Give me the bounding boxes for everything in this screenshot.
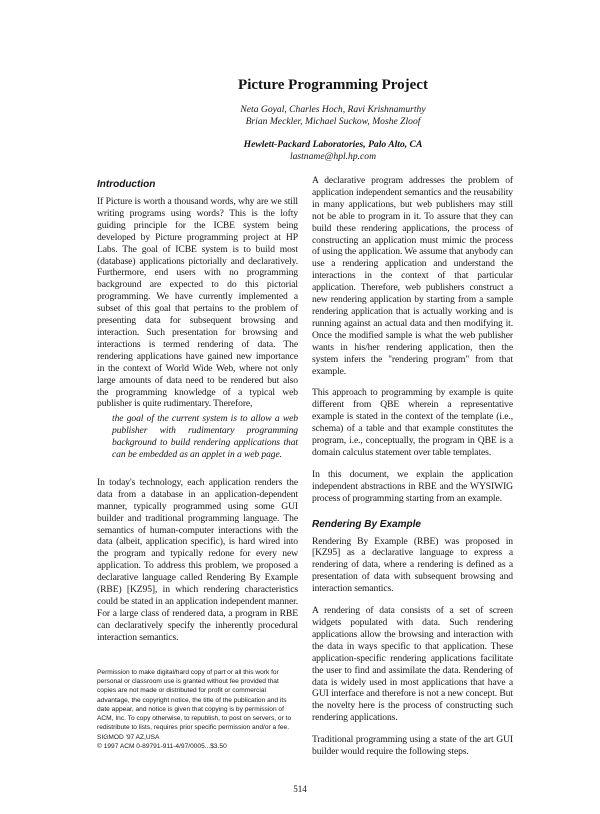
email: lastname@hpl.hp.com: [289, 151, 377, 162]
right-paragraph-5: A rendering of data consists of a set of screen widgets populated with data. Such rendering applications allow the browsing and interaction with the data in ways specific to that application. These application-specific rendering applications facilitate the user to find and assimilate the data. Rendering of data is widely used in most applications that have a GUI interface and therefore is not a new concept. But the novelty here is the process of constructing such rendering applications.: [312, 605, 513, 724]
permission-text: Permission to make digital/hard copy of part or all this work for personal or classroom use is granted without fee provided that copies are not made or distributed for profit or commercial advantage, the copyright notice, the title of the publication and its date appear, and notice is given that copying is by permission of ACM, Inc. To copy otherwise, to republish, to post on servers, or to redistribute to lists, requires prior specific permission and/or a fee.: [97, 668, 292, 732]
page-number: 514: [293, 783, 307, 794]
affiliation: Hewlett-Packard Laboratories, Palo Alto, CA: [243, 139, 423, 150]
right-paragraph-1: A declarative program addresses the problem of application independent semantics and the reusability in many applications, but web publishers may still not be able to program in it. To assure that they can build these rendering applications, the process of constructing an application must mimic the process of using the application. We assume that anybody can use a rendering application and understand the interactions in the context of that particular application. Therefore, web publishers construct a new rendering application by starting from a sample rendering application that is actually working and is running against an actual data and then modifying it. Once the modified sample is what the web publisher wants in his/her rendering application, then the system infers the "rendering program" from that example.: [312, 175, 513, 377]
right-paragraph-3: In this document, we explain the application independent abstractions in RBE and the WYSIWIG process of programming starting from an example.: [312, 468, 513, 504]
goal-quote: the goal of the current system is to allow a web publisher with rudimentary programming background to build rendering applications that can be embedded as an applet in a web page.: [112, 413, 298, 461]
paper-title: Picture Programming Project: [238, 77, 428, 93]
body-columns: [97, 175, 513, 768]
right-column: [312, 175, 513, 768]
right-paragraph-4: Rendering By Example (RBE) was proposed in [KZ95] as a declarative language to express a rendering of data, where a rendering is defined as a presentation of data with subsequent browsing and interaction semantics.: [312, 535, 513, 595]
venue: SIGMOD '97 AZ,USA: [97, 733, 160, 741]
paper-header: [150, 0, 516, 163]
rendering-by-example-heading: Rendering By Example: [312, 518, 421, 530]
intro-paragraph-2: In today's technology, each application renders the data from a database in an application-dependent manner, typically programmed using some GUI builder and traditional programming language. The semantics of human-computer interactions with the data (albeit, application specific), is hard wired into the program and typically redone for every new application. To address this problem, we proposed a declarative language called Rendering By Example (RBE) [KZ95], in which rendering characteristics could be stated in an application independent manner. For a large class of rendered data, a program in RBE can declaratively specify the inherently procedural interaction semantics.: [97, 476, 298, 643]
authors-line-1: Neta Goyal, Charles Hoch, Ravi Krishnamurthy: [240, 104, 426, 115]
introduction-heading: Introduction: [97, 179, 156, 190]
right-paragraph-6: Traditional programming using a state of the art GUI builder would require the following steps.: [312, 734, 513, 758]
intro-paragraph-1: If Picture is worth a thousand words, why are we still writing programs using words? This is the lofty guiding principle for the ICBE system being developed by Picture programming project at HP Labs. The goal of ICBE system is to build most (database) applications pictorially and declaratively. Furthermore, end users with no programming background are expected to do this pictorial programming. We have currently implemented a subset of this goal that pertains to the problem of presenting data for subsequent browsing and interaction. Such presentation for browsing and interactions is termed rendering of data. The rendering applications have gained new importance in the context of World Wide Web, where not only large amounts of data need to be rendered but also the programming knowledge of a typical web publisher is quite rudimentary. Therefore,: [97, 196, 298, 410]
authors-line-2: Brian Meckler, Michael Suckow, Moshe Zloof: [245, 116, 421, 127]
isbn: © 1997 ACM 0-89791-911-4/97/0005...$3.50: [97, 743, 227, 750]
copyright-notice: [97, 668, 298, 752]
left-column: [97, 175, 298, 751]
right-paragraph-2: This approach to programming by example is quite different from QBE wherein a representative example is stated in the context of the template (i.e., schema) of a table and that example constitutes the program, i.e., conceptually, the program in QBE is a domain calculus statement over table templates.: [312, 387, 513, 458]
